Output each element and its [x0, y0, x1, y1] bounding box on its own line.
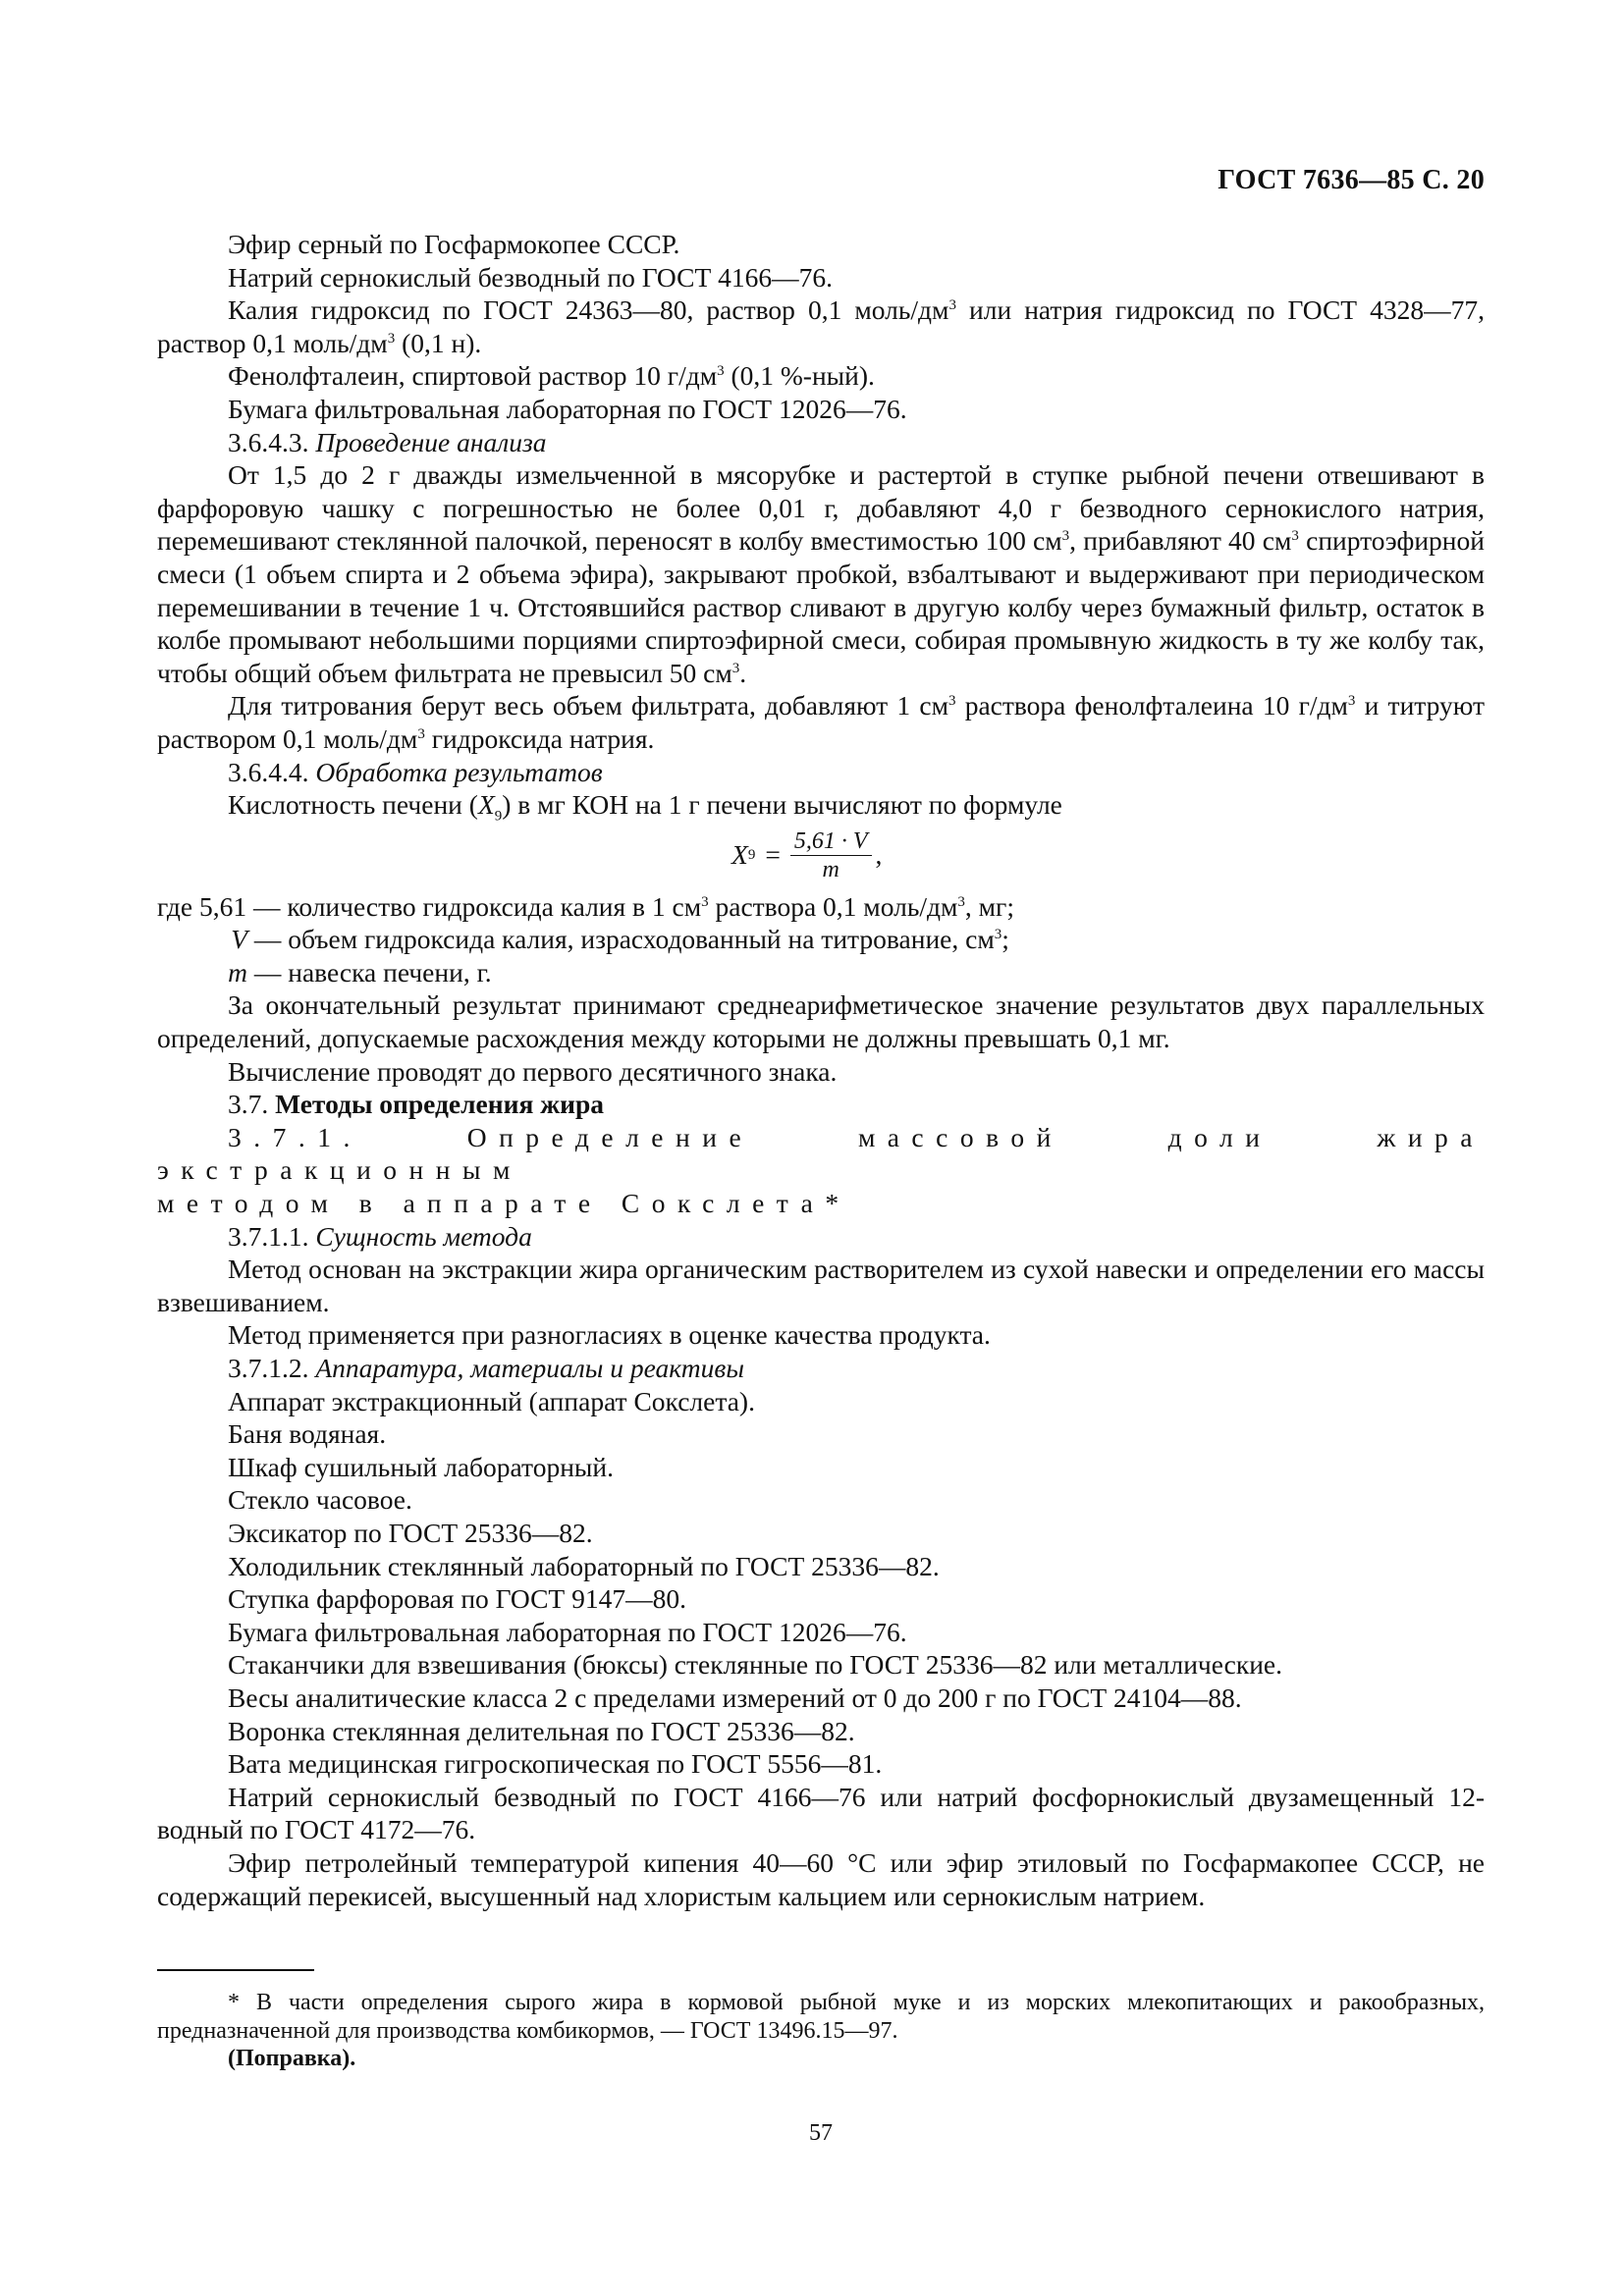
equipment-item: Стекло часовое.	[228, 1484, 412, 1516]
equipment-item: Холодильник стеклянный лабораторный по ГОСТ 25336—82.	[228, 1550, 940, 1581]
equipment-item: Весы аналитические класса 2 с пределами измерений от 0 до 200 г по ГОСТ 24104—88.	[228, 1682, 1242, 1713]
formula-equals: =	[765, 839, 781, 871]
analysis-paragraph: От 1,5 до 2 г дважды измельченной в мясорубке и растертой в ступке рыбной печени отвешивают в фарфоровую чашку с погрешностью не более 0,01 г, добавляют 4,0 г безводного сернокислого натрия, перемешивают стеклянной палочкой, переносят в колбу вместимостью 100 $см^3$, прибавляют 40 $см^3$ спиртоэфирной смеси (1 объем спирта и 2 объема эфира), закрывают пробкой, взбалтывают и выдерживают при периодическом перемешивании в течение 1 ч. Отстоявшийся раствор сливают в другую колбу через бумажный фильтр, остаток в колбе промывают небольшими порциями спиртоэфирной смеси, собирая промывную жидкость в ту же колбу так, чтобы общий объем фильтрата не превысил 50 $см^3$.	[157, 459, 1485, 688]
equipment-item: Шкаф сушильный лабораторный.	[228, 1451, 614, 1482]
method-basis: Метод основан на экстракции жира органическим растворителем из сухой навески и определении его массы взвешиванием.	[157, 1254, 1485, 1317]
equipment-item: Воронка стеклянная делительная по ГОСТ 25336—82.	[228, 1715, 855, 1746]
reagent-line: Натрий сернокислый безводный по ГОСТ 4166—76.	[228, 261, 834, 293]
section-3-7-1-1: 3.7.1.1. Сущность метода	[228, 1220, 532, 1252]
page-header: ГОСТ 7636—85 С. 20	[1218, 165, 1485, 195]
formula-tail: ,	[875, 839, 883, 871]
titration-paragraph: Для титрования берут весь объем фильтрата, добавляют 1 $см^3$ раствора фенолфталеина 10 $г/дм^3$ и титруют раствором 0,1 моль/$дм^3$ гидроксида натрия.	[157, 690, 1485, 754]
formula-fraction	[790, 828, 872, 883]
section-3-7-1-2: 3.7.1.2. Аппаратура, материалы и реактивы	[228, 1353, 744, 1383]
equipment-item: Вата медицинская гигроскопическая по ГОСТ 5556—81.	[228, 1748, 883, 1780]
reagent-phenol: Фенолфталеин, спиртовой раствор 10 $г/дм^3$ (0,1 %-ный).	[228, 360, 875, 392]
footnote-divider	[157, 1969, 314, 1971]
final-result-paragraph: За окончательный результат принимают среднеарифметическое значение результатов двух параллельных определений, допускаемые расхождения между которыми не должны превышать 0,1 мг.	[157, 989, 1485, 1054]
footnote-amendment: (Поправка).	[228, 2046, 356, 2071]
equipment-item: Стаканчики для взвешивания (бюксы) стеклянные по ГОСТ 25336—82 или металлические.	[228, 1649, 1283, 1681]
equipment-item: Бумага фильтровальная лабораторная по ГОСТ 12026—76.	[228, 1616, 907, 1647]
reagent-paper: Бумага фильтровальная лабораторная по ГОСТ 12026—76.	[228, 393, 907, 424]
reagent-koh: Калия гидроксид по ГОСТ 24363—80, раствор 0,1 моль/$дм^3$ или натрия гидроксид по ГОСТ 4328—77, раствор 0,1 моль/$дм^3$ (0,1 н).	[157, 294, 1485, 358]
reagent-line: Эфир серный по Госфармокопее СССР.	[228, 229, 680, 259]
main-text	[157, 228, 1485, 1912]
section-3-7-1-line1: 3.7.1. Определение массовой доли жира экстракционным	[157, 1121, 1485, 1186]
where-line-3: m — навеска печени, г.	[228, 956, 492, 988]
acidity-intro: Кислотность печени $(X_9)$ в мг КОН на 1 г печени вычисляют по формуле	[228, 789, 1062, 825]
equipment-item: Эксикатор по ГОСТ 25336—82.	[228, 1517, 593, 1548]
equipment-item: Ступка фарфоровая по ГОСТ 9147—80.	[228, 1583, 686, 1615]
method-use: Метод применяется при разногласиях в оценке качества продукта.	[228, 1319, 991, 1351]
footnote	[157, 1989, 1485, 2073]
calc-note: Вычисление проводят до первого десятичного знака.	[228, 1055, 838, 1087]
formula-lhs: X	[731, 839, 748, 871]
where-line-1: где 5,61 — количество гидроксида калия в 1 $см^3$ раствора 0,1 моль/$дм^3$, мг;	[157, 890, 1014, 922]
formula-denominator: m	[822, 856, 839, 882]
ether-reagent: Эфир петролейный температурой кипения 40—60 °С или эфир этиловый по Госфармакопее СССР, не содержащий перекисей, высушенный над хлористым кальцием или сернокислым натрием.	[157, 1846, 1485, 1911]
formula-numerator: 5,61 · V	[790, 828, 872, 856]
document-page	[157, 0, 1485, 2296]
equipment-item: Аппарат экстракционный (аппарат Сокслета).	[228, 1385, 755, 1416]
where-line-2: V — объем гидроксида калия, израсходованный на титрование, $см^3$;	[231, 924, 1009, 955]
footnote-text: * В части определения сырого жира в кормовой рыбной муке и из морских млекопитающих и ракообразных, предназначенной для производства комбикормов, — ГОСТ 13496.15—97.	[157, 1990, 1485, 2044]
page-number: 57	[809, 2120, 833, 2146]
equipment-item: Баня водяная.	[228, 1418, 387, 1450]
section-3-6-4-3: 3.6.4.3. Проведение анализа	[228, 426, 547, 457]
acidity-formula: X 9 = $\frac{5,61 \cdot V}{m}$ ,	[731, 828, 883, 882]
section-3-7: 3.7. Методы определения жира	[228, 1089, 605, 1120]
sodium-reagent: Натрий сернокислый безводный по ГОСТ 4166—76 или натрий фосфорнокислый двузамещенный 12-водный по ГОСТ 4172—76.	[157, 1781, 1485, 1845]
section-3-7-1-line2: методом в аппарате Сокслета*	[157, 1188, 851, 1219]
section-3-6-4-4: 3.6.4.4. Обработка результатов	[228, 756, 603, 787]
